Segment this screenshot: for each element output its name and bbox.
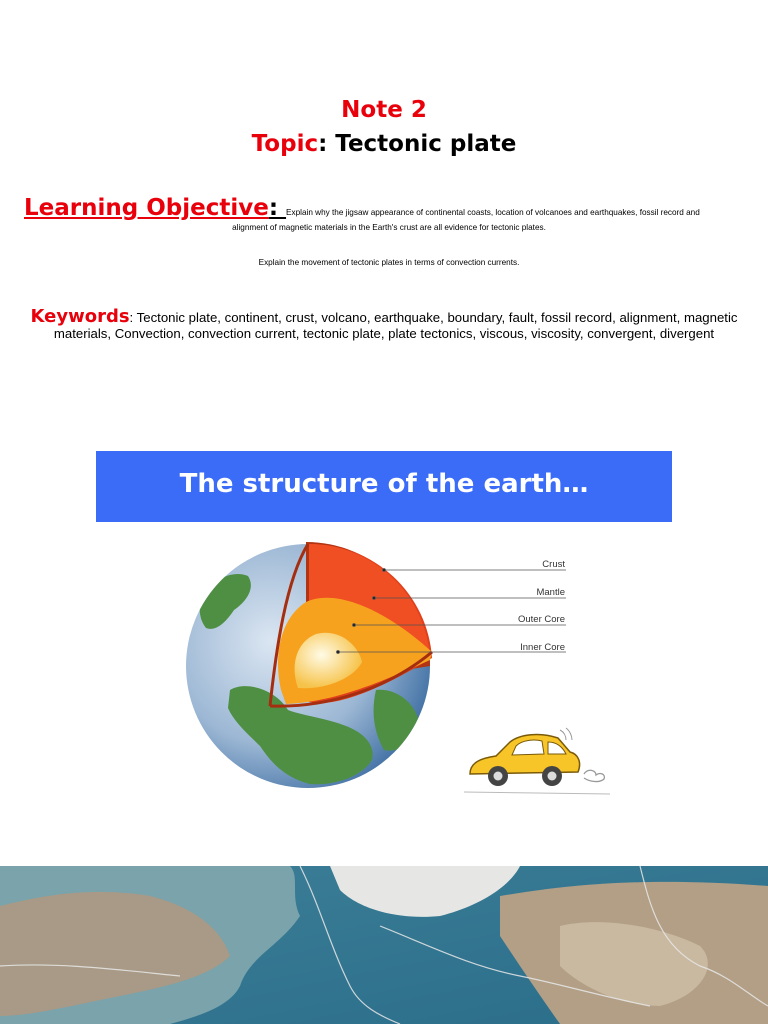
topic-heading (0, 127, 768, 161)
world-map-image (0, 866, 768, 1024)
learning-objective-line1: Explain why the jigsaw appearance of continental coasts, location of volcanoes and earthquakes, fossil record and (286, 208, 700, 217)
learning-objective-line3: Explain the movement of tectonic plates in terms of convection currents. (258, 258, 520, 267)
note-heading: Note 2 (341, 97, 427, 123)
keywords (20, 306, 748, 342)
keywords-colon: : (129, 310, 134, 325)
banner-title: The structure of the earth… (179, 468, 589, 499)
section-banner (96, 451, 672, 522)
topic-label: Topic (251, 131, 319, 157)
globe (186, 542, 432, 788)
learning-objective-colon: : (268, 195, 287, 221)
topic-value: Tectonic plate (327, 131, 517, 157)
topic-colon: : (318, 131, 328, 157)
label-inner-core: Inner Core (520, 642, 565, 653)
learning-objective-line2: alignment of magnetic materials in the Earth's crust are all evidence for tectonic plates. (232, 223, 546, 232)
label-mantle: Mantle (536, 587, 565, 598)
learning-objective (24, 195, 760, 221)
car-icon (460, 722, 620, 802)
label-crust: Crust (542, 559, 565, 570)
learning-objective-label: Learning Objective (24, 195, 269, 221)
keywords-label: Keywords (30, 306, 130, 327)
page-title (0, 93, 768, 161)
keywords-text: Tectonic plate, continent, crust, volcano, earthquake, boundary, fault, fossil record, alignment, magnetic materials, Convection, convection current, tectonic plate, plate tectonics, viscous, viscosity, convergent, divergent (53, 310, 738, 341)
label-outer-core: Outer Core (518, 614, 565, 625)
